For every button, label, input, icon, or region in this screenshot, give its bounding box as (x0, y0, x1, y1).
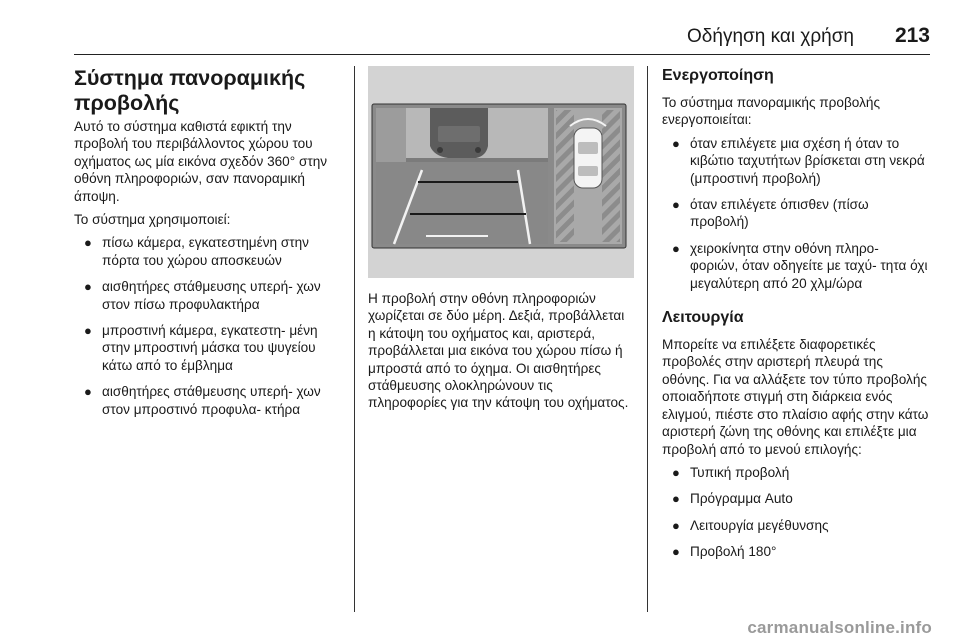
list-item: ● πίσω κάμερα, εγκατεστημένη στην πόρτα του χώρου αποσκευών (84, 235, 309, 268)
bullet-icon: ● (672, 491, 680, 507)
hatched-zone-right (602, 110, 620, 242)
bullet-icon: ● (672, 135, 680, 151)
vehicle-rear-window (578, 166, 598, 176)
hatched-zone-left (556, 110, 574, 242)
intro-paragraph: Αυτό το σύστημα καθιστά εφικτή την προβολή του περιβάλλοντος χώρου του οχήματος ως μία εικόνα σχεδόν 360° στην οθόνη πληροφοριών, σαν πανοραμική άποψη. (74, 119, 328, 204)
components-list (74, 234, 346, 418)
bullet-icon: ● (84, 279, 92, 295)
bullet-icon: ● (672, 464, 680, 480)
activation-heading: Ενεργοποίηση (662, 67, 774, 84)
column-2 (368, 66, 634, 412)
watermark: carmanualsonline.info (747, 618, 932, 637)
bullet-icon: ● (672, 517, 680, 533)
section-title: Σύστημα πανοραμικής προβολής (74, 66, 306, 115)
operation-paragraph: Μπορείτε να επιλέξετε διαφορετικές προβολές στην αριστερή πλευρά της οθόνης. Για να αλλάξετε τον τύπο προβολής οποιαδήποτε στιγμή στη διάρκεια ενός ελιγμού, πιέστε στο πλαίσιο αφής στην κάτω αριστερή ζώνη της οθόνης και επιλέξτε μια προβολή από το μενού επιλογής: (662, 337, 929, 457)
page-header (74, 24, 930, 55)
list-item: ● Τυπική προβολή (672, 464, 790, 480)
bullet-icon: ● (84, 384, 92, 400)
panoramic-view-figure (368, 66, 634, 278)
list-item: ● Λειτουργία μεγέθυνσης (672, 517, 829, 533)
running-title: Οδήγηση και χρήση (687, 26, 854, 47)
bullet-icon: ● (672, 197, 680, 213)
list-item: ● χειροκίνητα στην οθόνη πληρο‐ φοριών, όταν οδηγείτε με ταχύ‐ τητα όχι μεγαλύτερη από 20 χλμ/ώρα (672, 240, 928, 291)
uses-paragraph: Το σύστημα χρησιμοποιεί: (74, 212, 231, 228)
column-1 (74, 66, 346, 428)
building-left (376, 108, 406, 168)
page-number: 213 (894, 24, 930, 47)
bullet-icon: ● (672, 544, 680, 560)
list-item: ● αισθητήρες στάθμευσης υπερή‐ χων στον μπροστινό προφυλα‐ κτήρα (84, 384, 321, 417)
bullet-icon: ● (84, 235, 92, 251)
list-item: ● μπροστινή κάμερα, εγκατεστη‐ μένη στην μπροστινή μάσκα του ψυγείου κάτω από το έμβλημα (84, 323, 318, 373)
vehicle-top-down-icon (574, 128, 602, 188)
list-item: ● Προβολή 180° (672, 544, 777, 560)
list-item: ● Πρόγραμμα Auto (672, 491, 793, 507)
column-divider-right (647, 66, 648, 612)
list-item: ● αισθητήρες στάθμευσης υπερή‐ χων στον πίσω προφυλακτήρα (84, 279, 321, 312)
list-item: ● όταν επιλέγετε όπισθεν (πίσω προβολή) (672, 197, 869, 230)
car-ahead-window (438, 126, 480, 142)
column-divider-left (354, 66, 355, 612)
bullet-icon: ● (672, 240, 680, 256)
view-options-list (662, 464, 930, 561)
figure-caption: Η προβολή στην οθόνη πληροφοριών χωρίζεται σε δύο μέρη. Δεξιά, προβάλλεται η κάτοψη του οχήματος και, αριστερά, προβάλλεται μια εικόνα του χώρου πίσω ή μπροστά από το όχημα. Οι αισθητήρες στάθμευσης ολοκληρώνουν τις πληροφορίες για την κάτοψη του οχήματος. (368, 291, 629, 411)
activation-list (662, 135, 930, 292)
list-item: ● όταν επιλέγετε μια σχέση ή όταν το κιβώτιο ταχυτήτων βρίσκεται στη νεκρά (μπροστινή προβολή) (672, 135, 925, 186)
column-3 (662, 66, 930, 571)
bullet-icon: ● (84, 323, 92, 339)
infotainment-screen-illustration (368, 66, 634, 278)
operation-heading: Λειτουργία (662, 309, 744, 327)
activation-paragraph: Το σύστημα πανοραμικής προβολής ενεργοποιείται: (662, 95, 880, 128)
vehicle-windshield (578, 142, 598, 154)
